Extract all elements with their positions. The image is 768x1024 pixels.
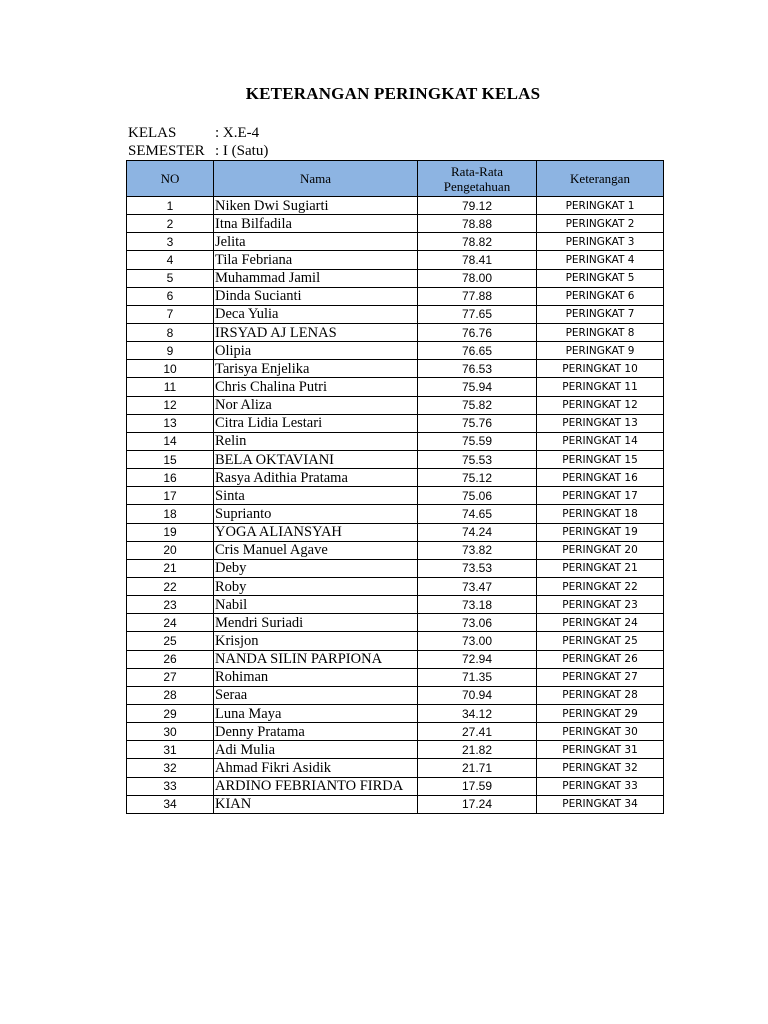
cell-rata: 78.41	[418, 251, 537, 269]
table-row	[127, 360, 664, 378]
cell-no: 4	[127, 251, 214, 269]
cell-nama: Cris Manuel Agave	[214, 541, 418, 559]
cell-keterangan: PERINGKAT 24	[537, 614, 664, 632]
cell-keterangan: PERINGKAT 32	[537, 759, 664, 777]
cell-no: 33	[127, 777, 214, 795]
cell-no: 12	[127, 396, 214, 414]
cell-no: 21	[127, 559, 214, 577]
cell-rata: 71.35	[418, 668, 537, 686]
cell-no: 6	[127, 287, 214, 305]
cell-rata: 78.88	[418, 215, 537, 233]
cell-nama: Tarisya Enjelika	[214, 360, 418, 378]
cell-rata: 78.82	[418, 233, 537, 251]
cell-keterangan: PERINGKAT 11	[537, 378, 664, 396]
cell-nama: Sinta	[214, 487, 418, 505]
cell-keterangan: PERINGKAT 21	[537, 559, 664, 577]
cell-rata: 73.00	[418, 632, 537, 650]
page-title: KETERANGAN PERINGKAT KELAS	[245, 84, 541, 103]
cell-no: 17	[127, 487, 214, 505]
table-row	[127, 668, 664, 686]
cell-no: 19	[127, 523, 214, 541]
cell-no: 26	[127, 650, 214, 668]
cell-rata: 75.76	[418, 414, 537, 432]
cell-rata: 79.12	[418, 197, 537, 215]
cell-rata: 78.00	[418, 269, 537, 287]
table-row	[127, 777, 664, 795]
cell-keterangan: PERINGKAT 8	[537, 323, 664, 341]
table-row	[127, 487, 664, 505]
kelas-label: KELAS	[128, 125, 177, 141]
cell-rata: 21.82	[418, 741, 537, 759]
table-row	[127, 342, 664, 360]
cell-nama: Luna Maya	[214, 704, 418, 722]
cell-no: 25	[127, 632, 214, 650]
cell-nama: Deby	[214, 559, 418, 577]
cell-rata: 75.06	[418, 487, 537, 505]
cell-keterangan: PERINGKAT 29	[537, 704, 664, 722]
cell-rata: 75.82	[418, 396, 537, 414]
cell-no: 9	[127, 342, 214, 360]
cell-keterangan: PERINGKAT 13	[537, 414, 664, 432]
table-row	[127, 505, 664, 523]
cell-keterangan: PERINGKAT 17	[537, 487, 664, 505]
cell-rata: 76.76	[418, 323, 537, 341]
cell-rata: 76.65	[418, 342, 537, 360]
cell-rata: 21.71	[418, 759, 537, 777]
cell-keterangan: PERINGKAT 30	[537, 723, 664, 741]
cell-nama: Krisjon	[214, 632, 418, 650]
cell-rata: 77.88	[418, 287, 537, 305]
table-row	[127, 759, 664, 777]
table-row	[127, 215, 664, 233]
table-header-row	[127, 161, 664, 197]
cell-nama: Citra Lidia Lestari	[214, 414, 418, 432]
table-row	[127, 723, 664, 741]
table-row	[127, 795, 664, 813]
cell-keterangan: PERINGKAT 23	[537, 596, 664, 614]
cell-rata: 75.59	[418, 432, 537, 450]
table-row	[127, 305, 664, 323]
cell-rata: 34.12	[418, 704, 537, 722]
cell-keterangan: PERINGKAT 6	[537, 287, 664, 305]
cell-no: 27	[127, 668, 214, 686]
cell-nama: Muhammad Jamil	[214, 269, 418, 287]
cell-keterangan: PERINGKAT 12	[537, 396, 664, 414]
cell-nama: Tila Febriana	[214, 251, 418, 269]
cell-no: 16	[127, 469, 214, 487]
cell-keterangan: PERINGKAT 9	[537, 342, 664, 360]
kelas-value: : X.E-4	[215, 125, 260, 141]
cell-rata: 73.53	[418, 559, 537, 577]
table-row	[127, 323, 664, 341]
cell-no: 20	[127, 541, 214, 559]
table-row	[127, 632, 664, 650]
cell-keterangan: PERINGKAT 4	[537, 251, 664, 269]
table-row	[127, 614, 664, 632]
cell-nama: YOGA ALIANSYAH	[214, 523, 418, 541]
cell-no: 7	[127, 305, 214, 323]
table-row	[127, 741, 664, 759]
cell-rata: 73.06	[418, 614, 537, 632]
cell-keterangan: PERINGKAT 20	[537, 541, 664, 559]
table-row	[127, 541, 664, 559]
semester-info	[128, 143, 268, 160]
cell-nama: Niken Dwi Sugiarti	[214, 197, 418, 215]
table-row	[127, 396, 664, 414]
ranking-table	[126, 160, 664, 814]
cell-no: 3	[127, 233, 214, 251]
cell-nama: Relin	[214, 432, 418, 450]
cell-keterangan: PERINGKAT 27	[537, 668, 664, 686]
table-row	[127, 704, 664, 722]
cell-no: 22	[127, 577, 214, 595]
table-row	[127, 233, 664, 251]
cell-nama: IRSYAD AJ LENAS	[214, 323, 418, 341]
cell-nama: Roby	[214, 577, 418, 595]
cell-nama: ARDINO FEBRIANTO FIRDA	[214, 777, 418, 795]
cell-no: 30	[127, 723, 214, 741]
cell-keterangan: PERINGKAT 7	[537, 305, 664, 323]
cell-nama: Suprianto	[214, 505, 418, 523]
cell-keterangan: PERINGKAT 19	[537, 523, 664, 541]
cell-nama: Dinda Sucianti	[214, 287, 418, 305]
header-rata-line1: Rata-Rata	[451, 163, 503, 179]
cell-nama: Olipia	[214, 342, 418, 360]
cell-no: 11	[127, 378, 214, 396]
cell-no: 28	[127, 686, 214, 704]
cell-keterangan: PERINGKAT 22	[537, 577, 664, 595]
kelas-info	[128, 125, 259, 142]
cell-no: 15	[127, 450, 214, 468]
cell-no: 2	[127, 215, 214, 233]
cell-keterangan: PERINGKAT 1	[537, 197, 664, 215]
cell-no: 32	[127, 759, 214, 777]
table-row	[127, 269, 664, 287]
cell-nama: NANDA SILIN PARPIONA	[214, 650, 418, 668]
cell-no: 18	[127, 505, 214, 523]
table-row	[127, 650, 664, 668]
cell-no: 31	[127, 741, 214, 759]
cell-rata: 77.65	[418, 305, 537, 323]
cell-rata: 17.59	[418, 777, 537, 795]
semester-value: : I (Satu)	[215, 143, 269, 159]
cell-rata: 75.12	[418, 469, 537, 487]
table-row	[127, 523, 664, 541]
cell-no: 24	[127, 614, 214, 632]
cell-nama: Seraa	[214, 686, 418, 704]
cell-rata: 72.94	[418, 650, 537, 668]
cell-no: 10	[127, 360, 214, 378]
cell-keterangan: PERINGKAT 10	[537, 360, 664, 378]
cell-nama: Chris Chalina Putri	[214, 378, 418, 396]
cell-nama: Jelita	[214, 233, 418, 251]
cell-no: 13	[127, 414, 214, 432]
table-row	[127, 686, 664, 704]
table-row	[127, 287, 664, 305]
cell-keterangan: PERINGKAT 31	[537, 741, 664, 759]
table-row	[127, 432, 664, 450]
cell-rata: 73.47	[418, 577, 537, 595]
cell-no: 14	[127, 432, 214, 450]
header-nama: Nama	[214, 161, 418, 197]
cell-keterangan: PERINGKAT 14	[537, 432, 664, 450]
table-row	[127, 378, 664, 396]
cell-no: 23	[127, 596, 214, 614]
cell-nama: Mendri Suriadi	[214, 614, 418, 632]
table-row	[127, 596, 664, 614]
cell-no: 1	[127, 197, 214, 215]
cell-keterangan: PERINGKAT 25	[537, 632, 664, 650]
cell-nama: BELA OKTAVIANI	[214, 450, 418, 468]
header-no: NO	[127, 161, 214, 197]
cell-rata: 75.94	[418, 378, 537, 396]
cell-nama: Ahmad Fikri Asidik	[214, 759, 418, 777]
cell-nama: Deca Yulia	[214, 305, 418, 323]
cell-rata: 74.24	[418, 523, 537, 541]
semester-label: SEMESTER	[128, 143, 205, 159]
cell-nama: Nor Aliza	[214, 396, 418, 414]
cell-keterangan: PERINGKAT 18	[537, 505, 664, 523]
table-row	[127, 197, 664, 215]
table-row	[127, 577, 664, 595]
cell-keterangan: PERINGKAT 28	[537, 686, 664, 704]
cell-no: 29	[127, 704, 214, 722]
table-row	[127, 469, 664, 487]
header-rata-line2: Pengetahuan	[443, 178, 511, 194]
cell-nama: Adi Mulia	[214, 741, 418, 759]
cell-nama: Rasya Adithia Pratama	[214, 469, 418, 487]
cell-keterangan: PERINGKAT 2	[537, 215, 664, 233]
table-row	[127, 559, 664, 577]
cell-keterangan: PERINGKAT 15	[537, 450, 664, 468]
cell-nama: Itna Bilfadila	[214, 215, 418, 233]
cell-rata: 70.94	[418, 686, 537, 704]
table-row	[127, 414, 664, 432]
cell-rata: 74.65	[418, 505, 537, 523]
cell-keterangan: PERINGKAT 5	[537, 269, 664, 287]
table-row	[127, 251, 664, 269]
cell-rata: 17.24	[418, 795, 537, 813]
cell-rata: 27.41	[418, 723, 537, 741]
cell-rata: 73.82	[418, 541, 537, 559]
cell-keterangan: PERINGKAT 16	[537, 469, 664, 487]
cell-no: 34	[127, 795, 214, 813]
cell-nama: Denny Pratama	[214, 723, 418, 741]
cell-nama: Rohiman	[214, 668, 418, 686]
cell-nama: Nabil	[214, 596, 418, 614]
cell-rata: 75.53	[418, 450, 537, 468]
cell-no: 5	[127, 269, 214, 287]
cell-keterangan: PERINGKAT 34	[537, 795, 664, 813]
cell-keterangan: PERINGKAT 26	[537, 650, 664, 668]
header-keterangan: Keterangan	[537, 161, 664, 197]
table-row	[127, 450, 664, 468]
header-rata	[418, 161, 537, 197]
cell-nama: KIAN	[214, 795, 418, 813]
cell-rata: 76.53	[418, 360, 537, 378]
cell-keterangan: PERINGKAT 33	[537, 777, 664, 795]
cell-keterangan: PERINGKAT 3	[537, 233, 664, 251]
cell-no: 8	[127, 323, 214, 341]
cell-rata: 73.18	[418, 596, 537, 614]
